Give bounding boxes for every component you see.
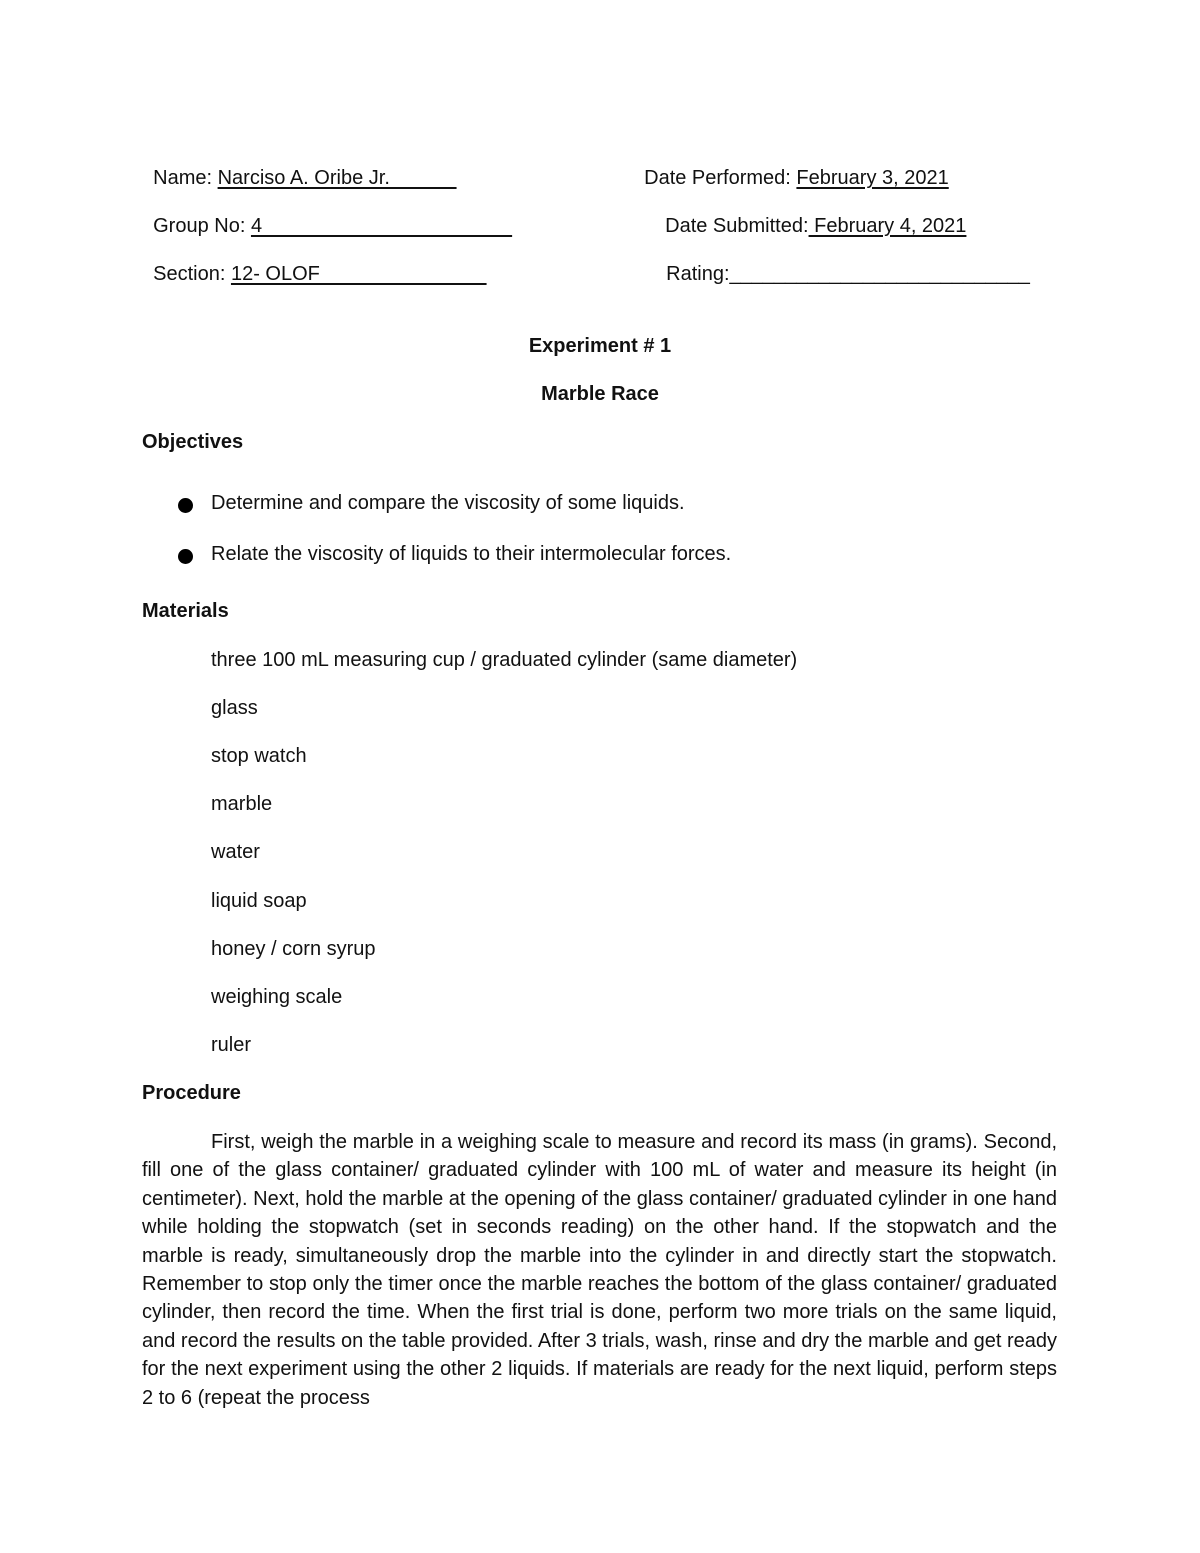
procedure-heading: Procedure	[142, 1082, 241, 1104]
group-value: 4	[250, 215, 513, 237]
name-value: Narciso A. Oribe Jr.	[217, 167, 457, 189]
materials-heading: Materials	[142, 600, 229, 622]
date-performed-value: February 3, 2021	[796, 167, 949, 189]
material-item: water	[211, 841, 260, 863]
section-field	[142, 238, 487, 286]
group-label: Group No:	[153, 215, 251, 237]
procedure-paragraph: First, weigh the marble in a weighing scale to measure and record its mass (in grams). Second, fill one of the glass container/ graduated cylinder with 100 mL of water and measure its height (in centimeter). Next, hold the marble at the opening of the glass container/ graduated cylinder in one hand while holding the stopwatch (set in seconds reading) on the other hand. If the stopwatch and the marble is ready, simultaneously drop the marble into the cylinder in and directly start the stopwatch. Remember to stop only the timer once the marble reaches the bottom of the glass container/ graduated cylinder, then record the time. When the first trial is done, perform two more trials on the same liquid, and record the results on the table provided. After 3 trials, wash, rinse and dry the marble and get ready for the next experiment using the other 2 liquids. If materials are ready for the next liquid, perform steps 2 to 6 (repeat the process	[142, 1131, 1058, 1409]
section-value: 12- OLOF	[230, 263, 487, 285]
material-item: stop watch	[211, 745, 307, 767]
date-performed-label: Date Performed:	[644, 167, 797, 189]
bullet-icon	[178, 549, 193, 564]
rating-label: Rating:	[666, 263, 730, 285]
group-field	[142, 190, 512, 238]
material-item: liquid soap	[211, 890, 307, 912]
objective-text: Relate the viscosity of liquids to their intermolecular forces.	[211, 543, 732, 565]
rating-value: ___________________________	[729, 263, 1030, 285]
date-submitted-value: February 4, 2021	[808, 215, 967, 237]
section-label: Section:	[153, 263, 231, 285]
name-field	[142, 142, 457, 190]
date-submitted-field	[654, 190, 966, 238]
material-item: ruler	[211, 1034, 252, 1056]
objective-text: Determine and compare the viscosity of some liquids.	[211, 492, 685, 514]
bullet-icon	[178, 498, 193, 513]
material-item: marble	[211, 793, 273, 815]
material-item: glass	[211, 697, 258, 719]
material-item: three 100 mL measuring cup / graduated cylinder (same diameter)	[211, 649, 798, 671]
experiment-subtitle: Marble Race	[541, 383, 659, 405]
objectives-heading: Objectives	[142, 431, 244, 453]
date-submitted-label: Date Submitted:	[665, 215, 809, 237]
material-item: honey / corn syrup	[211, 938, 376, 960]
material-item: weighing scale	[211, 986, 343, 1008]
name-label: Name:	[153, 167, 218, 189]
date-performed-field	[633, 142, 949, 190]
experiment-title: Experiment # 1	[528, 335, 672, 357]
rating-field	[655, 238, 1030, 286]
